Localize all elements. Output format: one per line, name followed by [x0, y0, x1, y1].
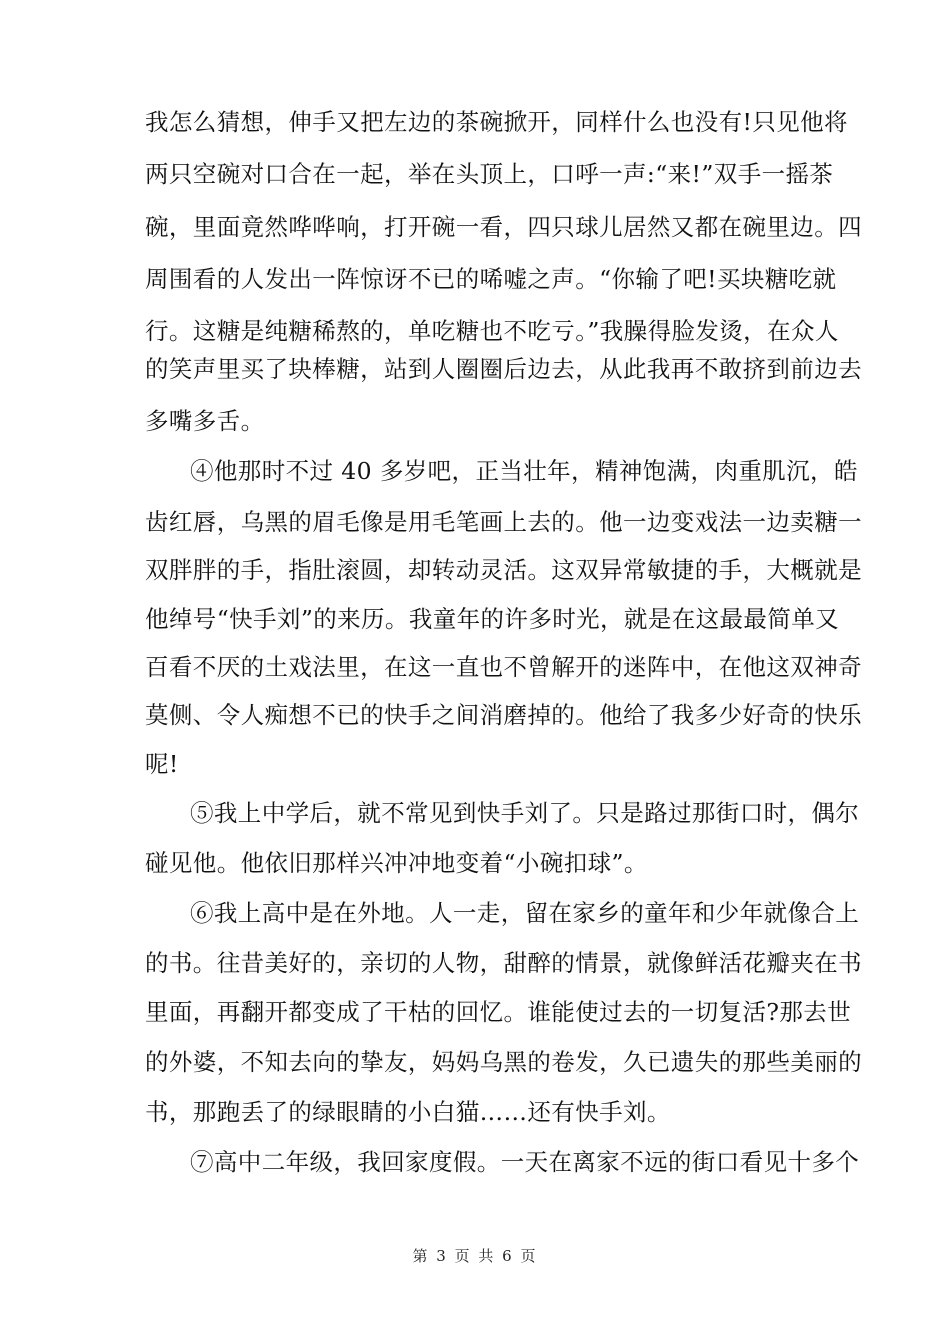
- text-line: 碗，里面竟然哗哗响，打开碗一看，四只球儿居然又都在碗里边。四: [145, 213, 862, 241]
- text-line: 他绰号“快手刘”的来历。我童年的许多时光，就是在这最最简单又: [145, 605, 840, 633]
- text-line: 百看不厌的土戏法里，在这一直也不曾解开的迷阵中，在他这双神奇: [145, 653, 862, 681]
- text-line: 的外婆，不知去向的挚友，妈妈乌黑的卷发，久已遗失的那些美丽的: [145, 1048, 862, 1076]
- text-line: 行。这糖是纯糖稀熬的，单吃糖也不吃亏。”我臊得脸发烫，在众人: [145, 317, 839, 345]
- text-line: 呢!: [145, 750, 179, 778]
- paragraph-7-first-line: ⑦高中二年级，我回家度假。一天在离家不远的街口看见十多个: [190, 1148, 860, 1176]
- paragraph-6-first-line: ⑥我上高中是在外地。人一走，留在家乡的童年和少年就像合上: [190, 899, 860, 927]
- text-line: 我怎么猜想，伸手又把左边的茶碗掀开，同样什么也没有!只见他将: [145, 108, 848, 136]
- paragraph-4-first-line: ④他那时不过 40 多岁吧，正当壮年，精神饱满，肉重肌沉，皓: [190, 457, 858, 485]
- page-footer: 第 3 页 共 6 页: [412, 1247, 538, 1265]
- text-line: 碰见他。他依旧那样兴冲冲地变着“小碗扣球”。: [145, 849, 648, 877]
- text-line: 双胖胖的手，指肚滚圆，却转动灵活。这双异常敏捷的手，大概就是: [145, 556, 862, 584]
- text-line: 的书。往昔美好的，亲切的人物，甜醉的情景，就像鲜活花瓣夹在书: [145, 949, 862, 977]
- text-line: 周围看的人发出一阵惊讶不已的唏嘘之声。“你输了吧!买块糖吃就: [145, 265, 837, 293]
- text-line: 书，那跑丢了的绿眼睛的小白猫……还有快手刘。: [145, 1098, 671, 1126]
- text-line: 莫侧、令人痴想不已的快手之间消磨掉的。他给了我多少好奇的快乐: [145, 701, 862, 729]
- paragraph-5-first-line: ⑤我上中学后，就不常见到快手刘了。只是路过那街口时，偶尔: [190, 799, 860, 827]
- text-line: 里面，再翻开都变成了干枯的回忆。谁能使过去的一切复活?那去世: [145, 998, 852, 1026]
- text-line: 多嘴多舌。: [145, 407, 265, 435]
- text-line: 两只空碗对口合在一起，举在头顶上，口呼一声:“来!”双手一摇茶: [145, 160, 834, 188]
- text-line: 齿红唇，乌黑的眉毛像是用毛笔画上去的。他一边变戏法一边卖糖一: [145, 508, 862, 536]
- text-line: 的笑声里买了块棒糖，站到人圈圈后边去，从此我再不敢挤到前边去: [145, 355, 862, 383]
